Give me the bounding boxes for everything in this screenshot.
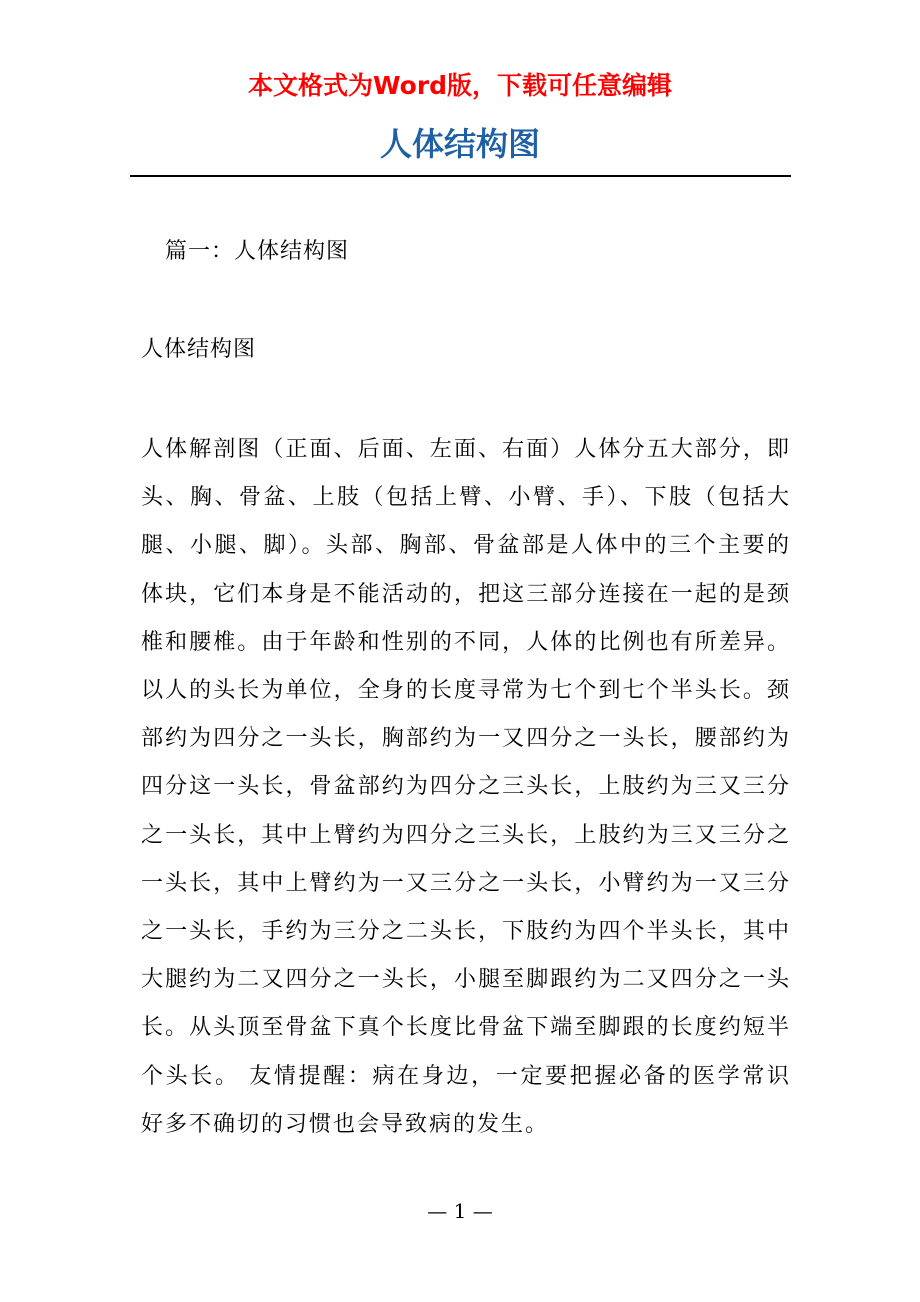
document-title: 人体结构图 [379,125,540,163]
page-number: — 1 — [427,1199,493,1223]
section-heading: 篇一：人体结构图 [165,239,350,264]
title-divider [130,175,791,177]
sub-heading: 人体结构图 [141,337,257,362]
body-paragraph: 人体解剖图（正面、后面、左面、右面）人体分五大部分，即头、胸、骨盆、上肢（包括上臂、小臂、手）、下肢（包括大腿、小腿、脚）。头部、胸部、骨盆部是人体中的三个主要的体块，它们本身是不能活动的，把这三部分连接在一起的是颈椎和腰椎。由于年龄和性别的不同，人体的比例也有所差异。以人的头长为单位，全身的长度寻常为七个到七个半头长。颈部约为四分之一头长，胸部约为一又四分之一头长，腰部约为四分这一头长，骨盆部约为四分之三头长，上肢约为三又三分之一头长，其中上臂约为四分之三头长，上肢约为三又三分之一头长，其中上臂约为一又三分之一头长，小臂约为一又三分之一头长，手约为三分之二头长，下肢约为四个半头长，其中大腿约为二又四分之一头长，小腿至脚跟约为二又四分之一头长。从头顶至骨盆下真个长度比骨盆下端至脚跟的长度约短半个头长。 友情提醒：病在身边，一定要把握必备的医学常识 好多不确切的习惯也会导致病的发生。 [141,437,791,1137]
format-notice-banner: 本文格式为Word版，下载可任意编辑 [247,71,673,100]
